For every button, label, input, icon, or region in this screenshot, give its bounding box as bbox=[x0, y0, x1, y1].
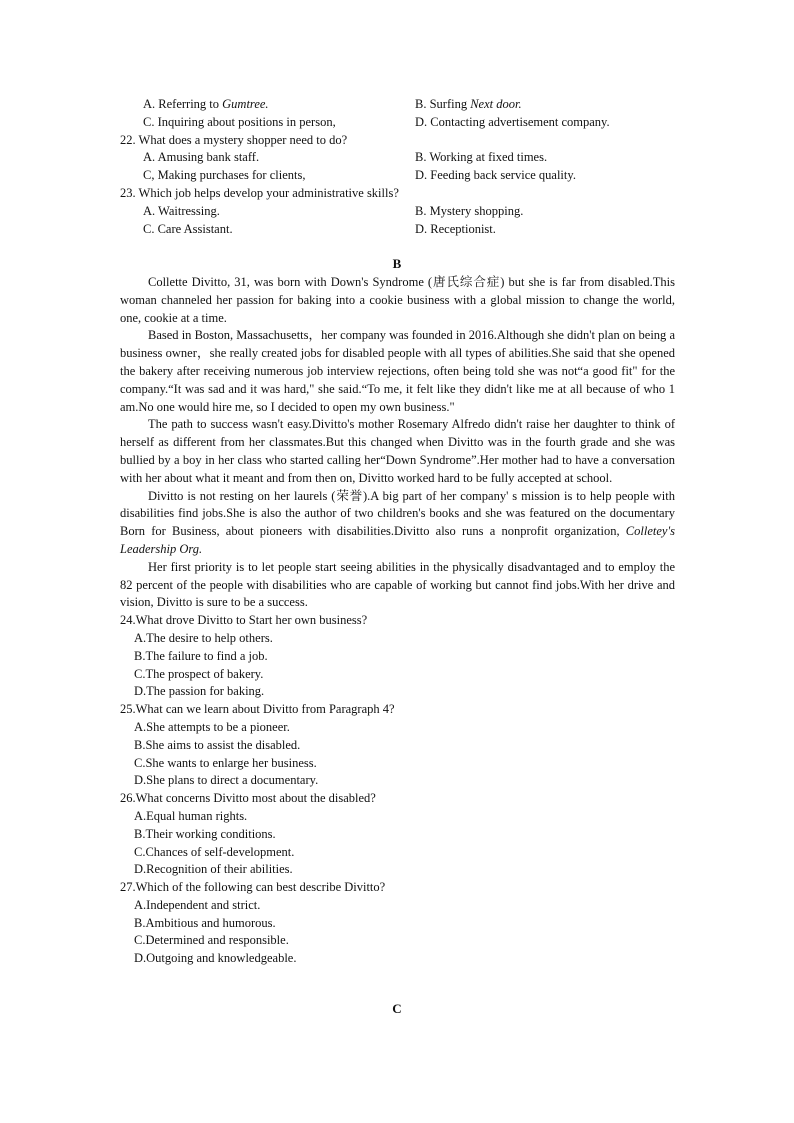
option-d: D.The passion for baking. bbox=[134, 684, 265, 699]
q21-option-b: B. Surfing Next door. bbox=[415, 97, 522, 111]
section-b-passage bbox=[120, 274, 675, 968]
passage-paragraph-1: Collette Divitto, 31, was born with Down's Syndrome (唐氏综合症) but she is far from disabled.This woman channeled her passion for baking into a cookie business with a global mission to change the world, one, cookie at a time. bbox=[120, 275, 675, 325]
q23-option-a: A. Waitressing. bbox=[143, 203, 220, 218]
passage-paragraph-3: The path to success wasn't easy.Divitto's mother Rosemary Alfredo didn't raise her daughter to think of herself as different from her classmates.But this changed when Divitto was in the fourth grade and she was bullied by a boy in her class who started calling her“Down Syndrome”.Her mother had to have a conversation with her about what it meant and from then on, Divitto worked hard to be fully accepted at school. bbox=[120, 417, 675, 485]
option-b: B.She aims to assist the disabled. bbox=[134, 737, 301, 752]
option-d: D.Outgoing and knowledgeable. bbox=[134, 951, 297, 966]
option-b: B.Their working conditions. bbox=[134, 826, 276, 841]
option-a: A.She attempts to be a pioneer. bbox=[134, 719, 290, 734]
section-b-questions bbox=[120, 612, 675, 968]
question-stem: 26.What concerns Divitto most about the disabled? bbox=[120, 791, 376, 806]
q21-option-a: A. Referring to Gumtree. bbox=[143, 97, 269, 111]
q23-option-d: D. Receptionist. bbox=[415, 221, 496, 236]
q21-option-c: C. Inquiring about positions in person, bbox=[143, 114, 336, 129]
option-a: A.The desire to help others. bbox=[134, 630, 273, 645]
section-c-heading: C bbox=[392, 1001, 402, 1016]
q21-options-row-2 bbox=[120, 114, 675, 132]
q22-option-b: B. Working at fixed times. bbox=[415, 150, 548, 165]
question-26 bbox=[120, 790, 675, 879]
question-24 bbox=[120, 612, 675, 701]
option-c: C.She wants to enlarge her business. bbox=[134, 755, 317, 770]
option-b: B.The failure to find a job. bbox=[134, 648, 268, 663]
q22-stem: 22. What does a mystery shopper need to do? bbox=[120, 132, 348, 147]
q22-option-a: A. Amusing bank staff. bbox=[143, 150, 260, 165]
option-d: D.Recognition of their abilities. bbox=[134, 862, 293, 877]
option-b: B.Ambitious and humorous. bbox=[134, 915, 276, 930]
question-25 bbox=[120, 701, 675, 790]
passage-paragraph-2: Based in Boston, Massachusetts，her company was founded in 2016.Although she didn't plan on being a business owner，she really created jobs for disabled people with all types of abilities.She said that she opened the bakery after receiving numerous job interview rejections, often being told she was not“a good fit" for the company.“It was sad and it was hard," she said.“To me, it felt like they didn't like me at all because of who 1 am.No one would hire me, so I decided to open my own business." bbox=[120, 328, 675, 414]
option-a: A.Equal human rights. bbox=[134, 808, 248, 823]
q22-options-row-1 bbox=[120, 149, 675, 167]
q23-options-row-1 bbox=[120, 203, 675, 221]
q21-option-d: D. Contacting advertisement company. bbox=[415, 114, 610, 129]
q22-options-row-2 bbox=[120, 167, 675, 185]
option-c: C.Chances of self-development. bbox=[134, 844, 295, 859]
passage-paragraph-5: Her first priority is to let people start seeing abilities in the physically disadvantaged and to employ the 82 percent of the people with disabilities who are capable of working but cannot find jobs.With her drive and vision, Divitto is sure to be a success. bbox=[120, 559, 675, 610]
question-stem: 24.What drove Divitto to Start her own business? bbox=[120, 613, 368, 628]
q23-stem: 23. Which job helps develop your administrative skills? bbox=[120, 185, 399, 200]
option-a: A.Independent and strict. bbox=[134, 897, 261, 912]
q23-options-row-2 bbox=[120, 221, 675, 239]
q22-option-d: D. Feeding back service quality. bbox=[415, 168, 576, 183]
option-d: D.She plans to direct a documentary. bbox=[134, 773, 319, 788]
question-27 bbox=[120, 879, 675, 968]
option-c: C.The prospect of bakery. bbox=[134, 666, 264, 681]
passage-paragraph-4: Divitto is not resting on her laurels (荣誉).A big part of her company' s mission is to help people with disabilities find jobs.She is also the author of two children's books and she was featured on the documentary Born for Business, about pioneers with disabilities.Divitto also runs a nonprofit organization, Colletey's Leadership Org. bbox=[120, 488, 675, 556]
question-stem: 27.Which of the following can best describe Divitto? bbox=[120, 880, 386, 895]
q23-option-c: C. Care Assistant. bbox=[143, 221, 233, 236]
q22-option-c: C, Making purchases for clients, bbox=[143, 168, 306, 183]
q21-options-row-1 bbox=[120, 96, 675, 114]
question-stem: 25.What can we learn about Divitto from Paragraph 4? bbox=[120, 702, 395, 717]
part-a-questions bbox=[120, 96, 675, 238]
option-c: C.Determined and responsible. bbox=[134, 933, 289, 948]
q23-option-b: B. Mystery shopping. bbox=[415, 203, 524, 218]
section-b-heading: B bbox=[392, 256, 402, 271]
